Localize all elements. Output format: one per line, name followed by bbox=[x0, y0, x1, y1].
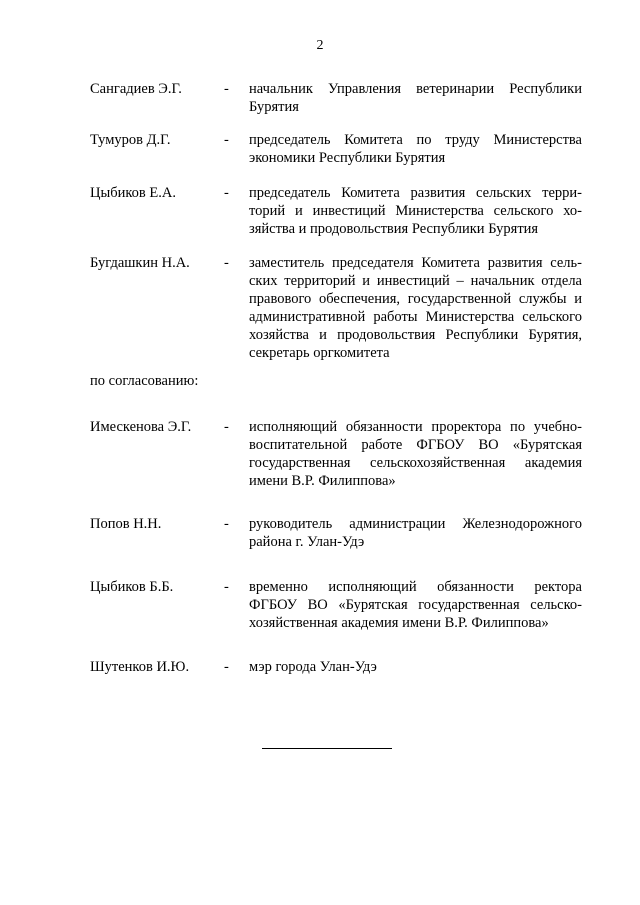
member-role: исполняющий обязанности проректора по учебно-воспитательной работе ФГБОУ ВО «Бурятская государственная сельскохозяйственная академия имени В.Р. Филиппова» bbox=[249, 419, 582, 489]
member-dash: - bbox=[224, 659, 229, 675]
member-role: председатель Комитета по труду Министерства экономики Республики Бурятия bbox=[249, 132, 582, 166]
member-dash: - bbox=[224, 255, 229, 271]
member-role: председатель Комитета развития сельских терри-торий и инвестиций Министерства сельского хо-зяйства и продовольствия Республики Бурятия bbox=[249, 185, 582, 237]
member-role: временно исполняющий обязанности ректора ФГБОУ ВО «Бурятская государственная сельско-хозяйственная академия имени В.Р. Филиппова» bbox=[249, 579, 582, 631]
member-name: Цыбиков Б.Б. bbox=[90, 579, 174, 595]
agreement-label: по согласованию: bbox=[90, 373, 199, 389]
member-dash: - bbox=[224, 579, 229, 595]
member-name: Попов Н.Н. bbox=[90, 516, 162, 532]
member-dash: - bbox=[224, 185, 229, 201]
member-dash: - bbox=[224, 132, 229, 148]
member-role: руководитель администрации Железнодорожного района г. Улан-Удэ bbox=[249, 516, 582, 550]
page-number: 2 bbox=[316, 38, 324, 53]
member-role: заместитель председателя Комитета развития сель-ских территорий и инвестиций – начальник отдела правового обеспечения, государственной службы и административной работы Министерства сельского хозяйства и продовольствия Республики Бурятия, секретарь оргкомитета bbox=[249, 255, 582, 361]
member-name: Имескенова Э.Г. bbox=[90, 419, 192, 435]
member-name: Тумуров Д.Г. bbox=[90, 132, 171, 148]
member-dash: - bbox=[224, 419, 229, 435]
member-dash: - bbox=[224, 81, 229, 97]
member-role: начальник Управления ветеринарии Республики Бурятия bbox=[249, 81, 582, 115]
closing-rule bbox=[262, 748, 392, 749]
member-role: мэр города Улан-Удэ bbox=[249, 659, 377, 675]
member-name: Шутенков И.Ю. bbox=[90, 659, 190, 675]
member-name: Цыбиков Е.А. bbox=[90, 185, 176, 201]
member-name: Бугдашкин Н.А. bbox=[90, 255, 190, 271]
member-dash: - bbox=[224, 516, 229, 532]
member-name: Сангадиев Э.Г. bbox=[90, 81, 182, 97]
